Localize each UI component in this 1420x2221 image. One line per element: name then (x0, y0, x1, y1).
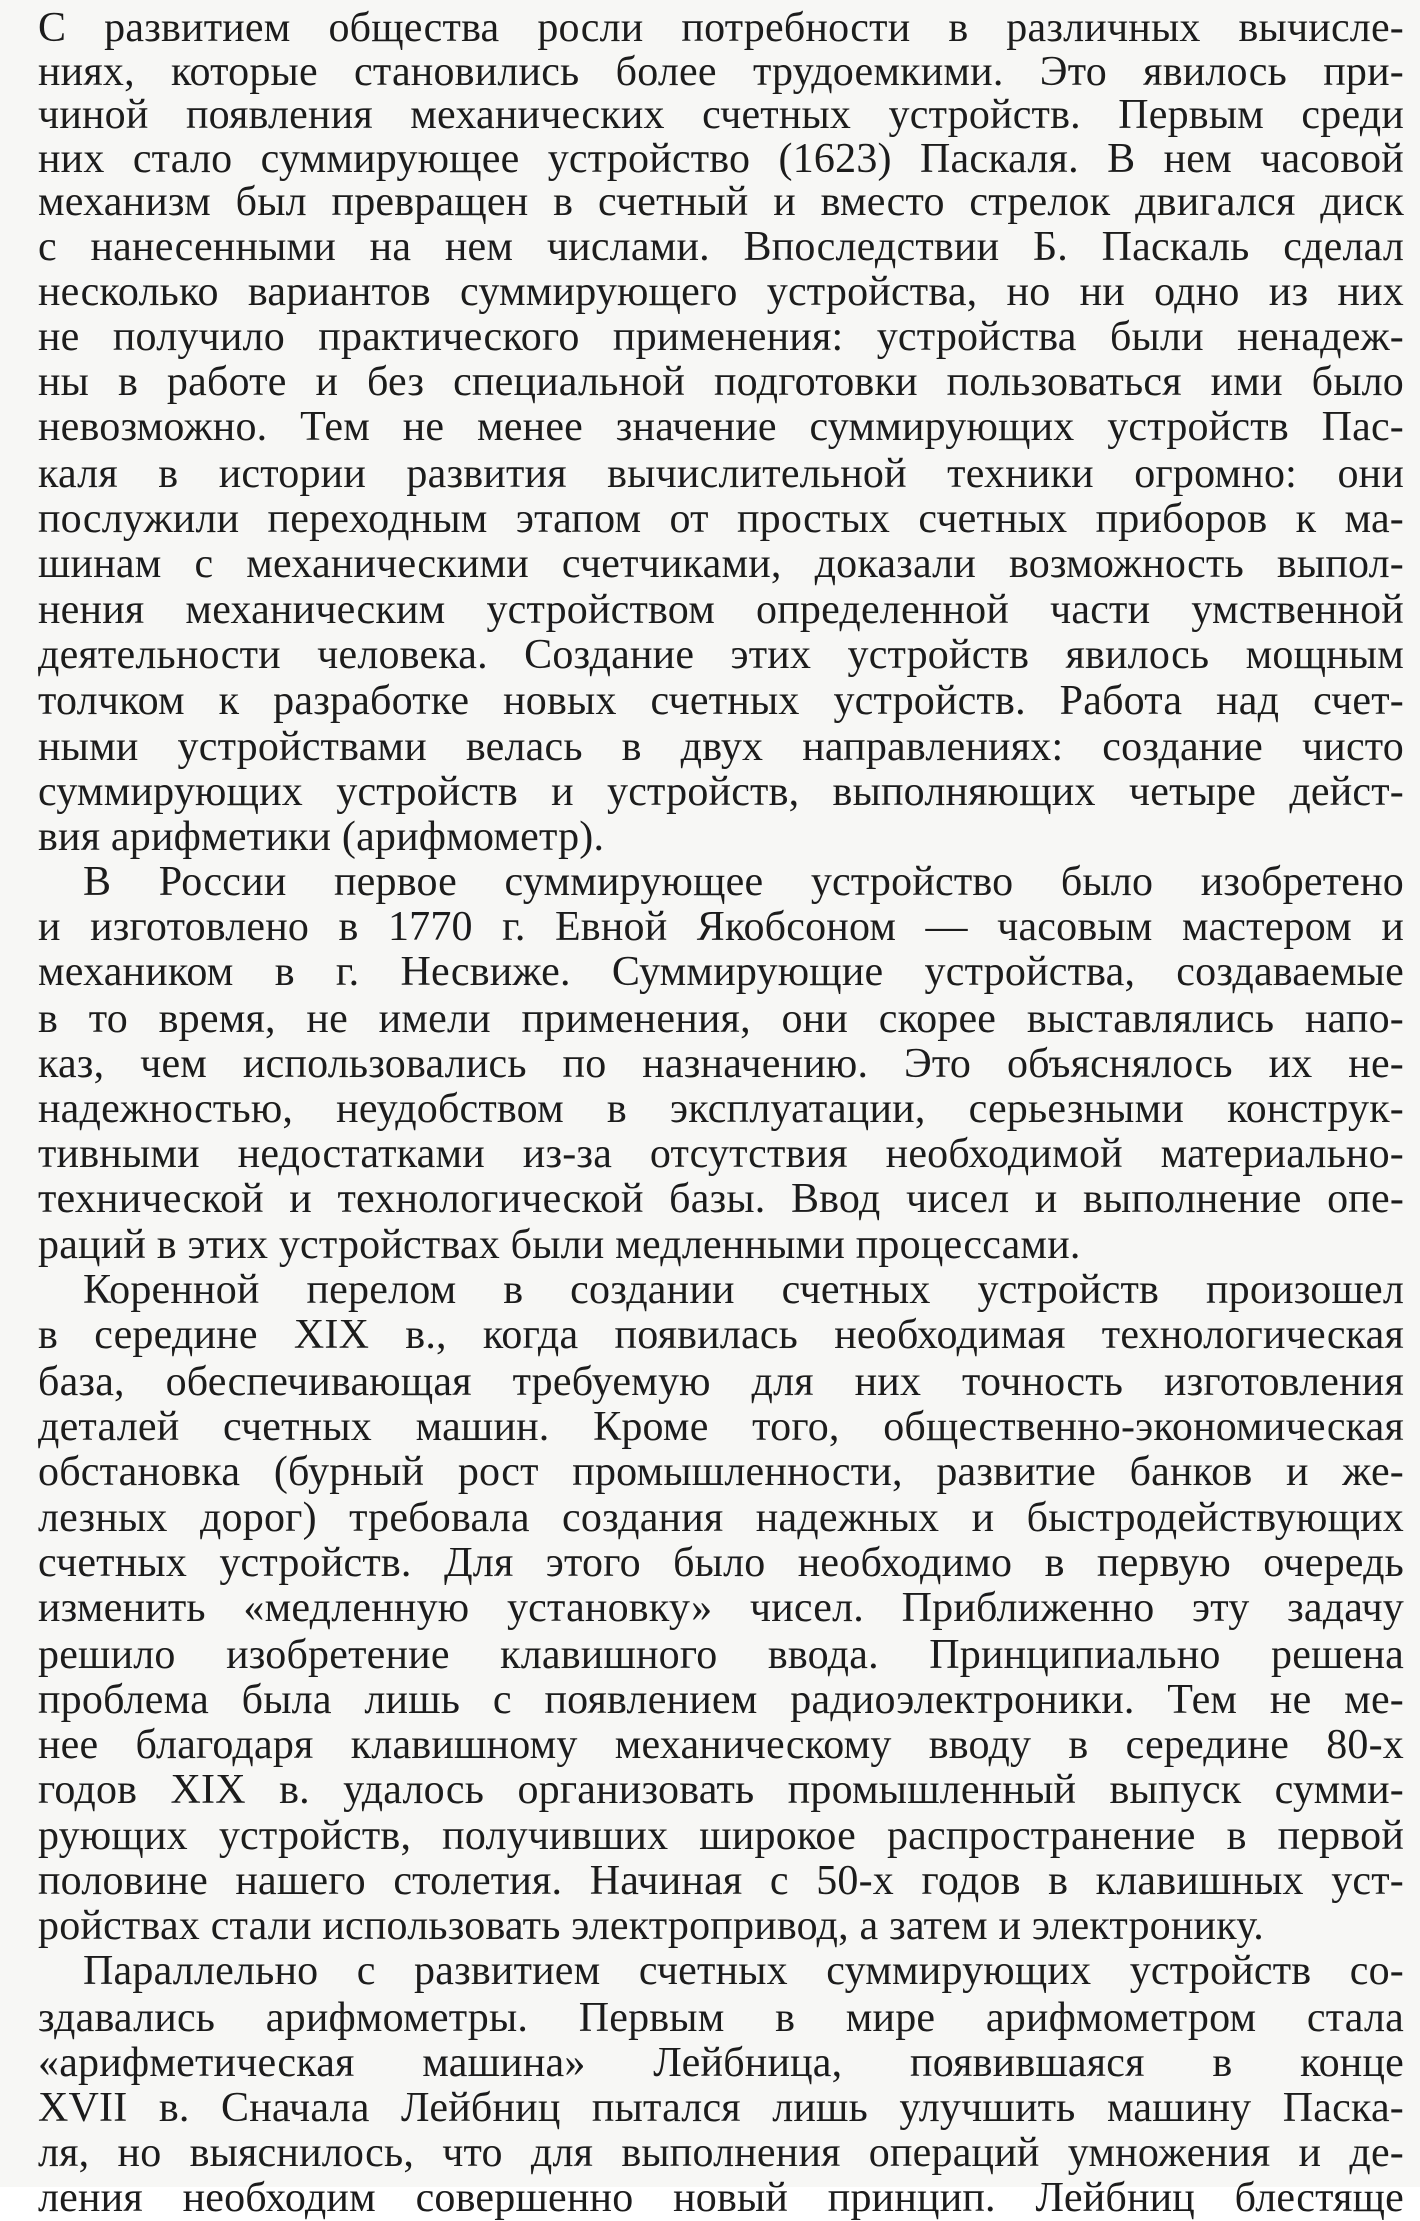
text-line: с нанесенными на нем числами. Впоследствии Б. Паскаль сделал (38, 224, 1404, 270)
text-line: деятельности человека. Создание этих устройств явилось мощным (38, 632, 1404, 678)
text-line: годов XIX в. удалось организовать промышленный выпуск сумми- (38, 1767, 1404, 1813)
text-line: надежностью, неудобством в эксплуатации, серьезными конструк- (38, 1086, 1404, 1132)
text-line: ны в работе и без специальной подготовки пользоваться ими было (38, 359, 1404, 405)
text-line: здавались арифмометры. Первым в мире арифмометром стала (38, 1995, 1404, 2041)
text-line: «арифметическая машина» Лейбница, появившаяся в конце (38, 2040, 1404, 2086)
text-line: в то время, не имели применения, они скорее выставлялись напо- (38, 996, 1404, 1042)
text-line: лезных дорог) требовала создания надежных и быстродействующих (38, 1495, 1404, 1541)
text-line: невозможно. Тем не менее значение суммирующих устройств Пас- (38, 404, 1404, 450)
text-line: ными устройствами велась в двух направлениях: создание чисто (38, 724, 1404, 770)
text-line: счетных устройств. Для этого было необходимо в первую очередь (38, 1540, 1404, 1586)
text-line: проблема была лишь с появлением радиоэлектроники. Тем не ме- (38, 1677, 1404, 1723)
text-line: и изготовлено в 1770 г. Евной Якобсоном — часовым мастером и (38, 904, 1404, 950)
paragraph-first-line: В России первое суммирующее устройство было изобретено (83, 859, 1404, 905)
text-line: XVII в. Сначала Лейбниц пытался лишь улучшить машину Паска- (38, 2085, 1404, 2131)
paragraph-first-line: Коренной перелом в создании счетных устройств произошел (83, 1267, 1404, 1313)
text-line: толчком к разработке новых счетных устройств. Работа над счет- (38, 678, 1404, 724)
text-line: решило изобретение клавишного ввода. Принципиально решена (38, 1632, 1404, 1678)
text-line: ля, но выяснилось, что для выполнения операций умножения и де- (38, 2130, 1404, 2176)
text-line: технической и технологической базы. Ввод чисел и выполнение опе- (38, 1176, 1404, 1222)
text-line: вия арифметики (арифмометр). (38, 814, 605, 860)
text-line: рующих устройств, получивших широкое распространение в первой (38, 1813, 1404, 1859)
text-line: нее благодаря клавишному механическому вводу в середине 80-х (38, 1722, 1404, 1768)
text-line: база, обеспечивающая требуемую для них точность изготовления (38, 1359, 1404, 1405)
text-line: каз, чем использовались по назначению. Это объяснялось их не- (38, 1041, 1404, 1087)
text-line: несколько вариантов суммирующего устройства, но ни одно из них (38, 269, 1404, 315)
text-line: С развитием общества росли потребности в различных вычисле- (38, 5, 1404, 51)
text-line: шинам с механическими счетчиками, доказали возможность выпол- (38, 541, 1404, 587)
text-line: не получило практического применения: устройства были ненадеж- (38, 314, 1404, 360)
text-line: каля в истории развития вычислительной техники огромно: они (38, 451, 1404, 497)
text-line: послужили переходным этапом от простых счетных приборов к ма- (38, 496, 1404, 542)
text-line: раций в этих устройствах были медленными процессами. (38, 1222, 1081, 1268)
text-line: деталей счетных машин. Кроме того, общественно-экономическая (38, 1404, 1404, 1450)
text-line: тивными недостатками из-за отсутствия необходимой материально- (38, 1131, 1404, 1177)
paragraph-first-line: Параллельно с развитием счетных суммирующих устройств со- (83, 1948, 1404, 1994)
text-line: изменить «медленную установку» чисел. Приближенно эту задачу (38, 1585, 1404, 1631)
text-line: обстановка (бурный рост промышленности, развитие банков и же- (38, 1449, 1404, 1495)
text-line: в середине XIX в., когда появилась необходимая технологическая (38, 1312, 1404, 1358)
text-line: ниях, которые становились более трудоемкими. Это явилось при- (38, 49, 1404, 95)
text-line: чиной появления механических счетных устройств. Первым среди (38, 92, 1404, 138)
text-line: суммирующих устройств и устройств, выполняющих четыре дейст- (38, 769, 1404, 815)
text-line: механизм был превращен в счетный и вместо стрелок двигался диск (38, 179, 1404, 225)
text-line: половине нашего столетия. Начиная с 50-х годов в клавишных уст- (38, 1858, 1404, 1904)
text-line: механиком в г. Несвиже. Суммирующие устройства, создаваемые (38, 949, 1404, 995)
text-line: них стало суммирующее устройство (1623) Паскаля. В нем часовой (38, 136, 1404, 182)
text-line: ройствах стали использовать электропривод, а затем и электронику. (38, 1903, 1264, 1949)
text-line: ления необходим совершенно новый принцип. Лейбниц блестяще (38, 2175, 1404, 2221)
text-line: нения механическим устройством определенной части умственной (38, 587, 1404, 633)
